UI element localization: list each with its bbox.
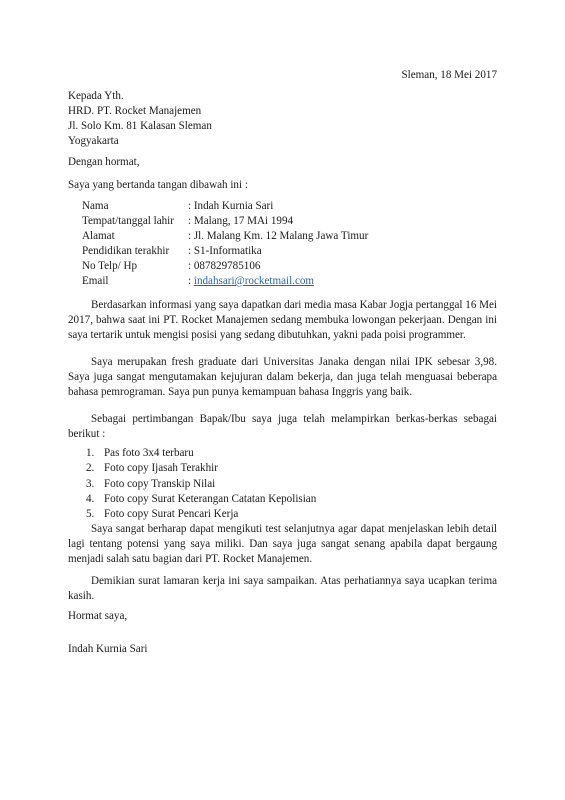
detail-label: Alamat (82, 230, 115, 242)
list-text: Foto copy Ijasah Terakhir (104, 462, 218, 475)
paragraph-1: Berdasarkan informasi yang saya dapatkan dari media masa Kabar Jogja pertanggal 16 Mei 2017, bahwa saat ini PT. Rocket Manajemen sedang membuka lowongan pekerjaan. Dengan ini saya tertarik untuk mengisi posisi yang sedang dibutuhkan, yakni pada poisi programmer. (68, 299, 498, 341)
signature-name: Indah Kurnia Sari (68, 643, 148, 655)
letter-date: Sleman, 18 Mei 2017 (401, 69, 497, 81)
list-text: Pas foto 3x4 terbaru (104, 447, 194, 459)
paragraph-4: Saya sangat berharap dapat mengikuti test selanjutnya agar dapat menjelaskan lebih detail lagi tentang potensi yang saya miliki. Dan saya juga sangat senang apabila dapat bergaung menjadi salah satu bagian dari PT. Rocket Manajemen. (68, 523, 497, 565)
detail-label: Email (82, 275, 109, 287)
detail-label: Nama (82, 200, 109, 212)
detail-value: : S1-Informatika (188, 245, 262, 257)
detail-label: No Telp/ Hp (82, 260, 138, 272)
list-text: Foto copy Transkip Nilai (104, 477, 216, 490)
detail-value: : 087829785106 (188, 260, 261, 272)
list-number: 1. (86, 447, 95, 459)
list-number: 3. (86, 477, 95, 490)
intro-line: Saya yang bertanda tangan dibawah ini : (68, 179, 248, 191)
recipient-line-3: Jl. Solo Km. 81 Kalasan Sleman (68, 120, 212, 132)
detail-label: Tempat/tanggal lahir (82, 215, 174, 227)
list-number: 2. (86, 462, 95, 475)
recipient-line-4: Yogyakarta (68, 135, 119, 147)
detail-value: : Malang, 17 MAi 1994 (188, 215, 294, 227)
recipient-line-1: Kepada Yth. (68, 90, 124, 102)
closing: Hormat saya, (68, 610, 128, 622)
paragraph-5: Demikian surat lamaran kerja ini saya sampaikan. Atas perhatiannya saya ucapkan terima kasih. (68, 575, 497, 602)
paragraph-2: Saya merupakan fresh graduate dari Universitas Janaka dengan nilai IPK sebesar 3,98. Saya juga sangat mengutamakan kejujuran dalam bekerja, dan juga telah menguasai beberapa bahasa pemrograman. Saya pun punya kemampuan bahasa Inggris yang baik. (68, 356, 497, 398)
email-prefix: : (188, 275, 194, 287)
list-text: Foto copy Surat Keterangan Catatan Kepolisian (104, 492, 317, 505)
detail-label: Pendidikan terakhir (82, 245, 170, 257)
paragraph-3: Sebagai pertimbangan Bapak/Ibu saya juga telah melampirkan berkas-berkas sebagai berikut : (68, 413, 497, 440)
list-text: Foto copy Surat Pencari Kerja (104, 508, 239, 521)
salutation: Dengan hormat, (68, 156, 140, 168)
recipient-line-2: HRD. PT. Rocket Manajemen (68, 105, 202, 117)
detail-value: : Jl. Malang Km. 12 Malang Jawa Timur (188, 230, 369, 242)
list-number: 5. (86, 508, 95, 521)
detail-value (188, 274, 314, 289)
detail-value: : Indah Kurnia Sari (188, 200, 274, 212)
list-number: 4. (86, 492, 95, 505)
email-link[interactable]: indahsari@rocketmail.com (193, 275, 315, 287)
